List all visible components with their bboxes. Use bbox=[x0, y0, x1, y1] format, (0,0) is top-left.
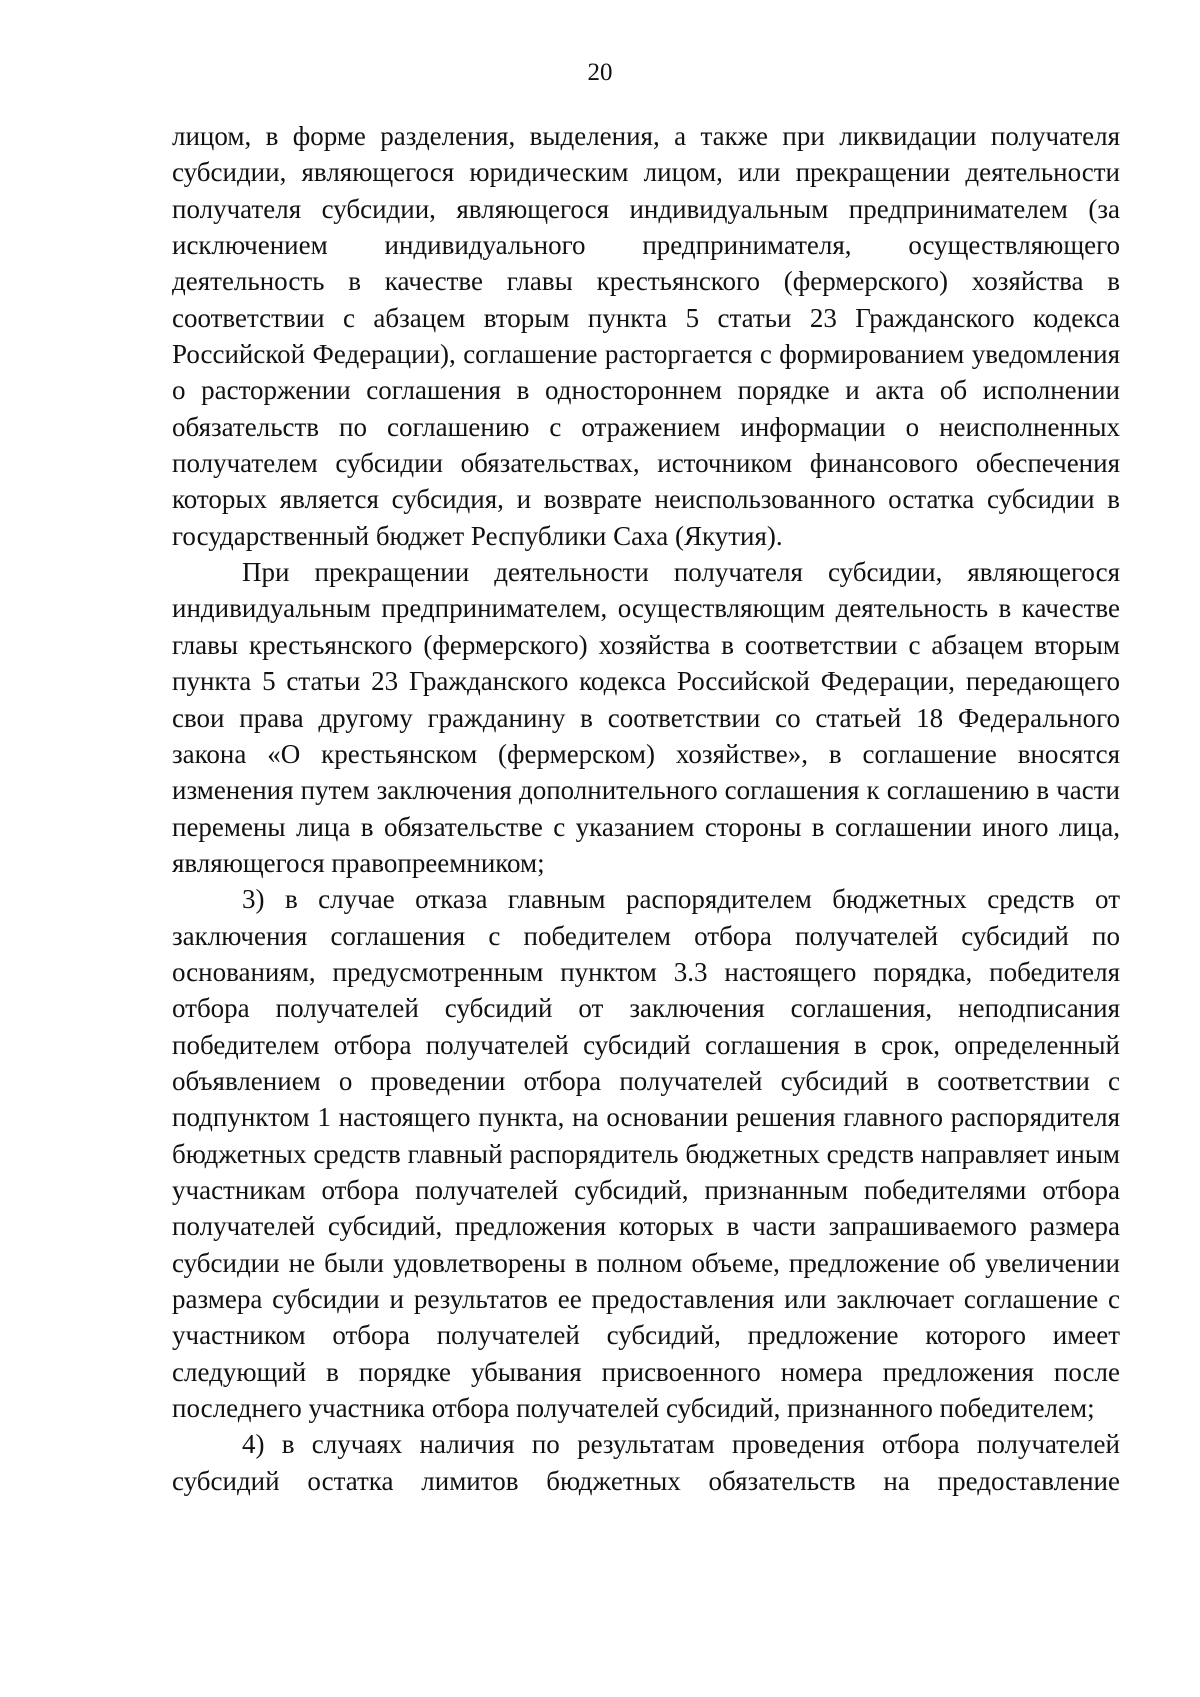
paragraph-peasant-farm-termination: При прекращении деятельности получателя субсидии, являющегося индивидуальным предпринимателем, осуществляющим деятельность в качестве главы крестьянского (фермерского) хозяйства в соответствии с абзацем вторым пункта 5 статьи 23 Гражданского кодекса Российской Федерации, передающего свои права другому гражданину в соответствии со статьей 18 Федерального закона «О крестьянском (фермерском) хозяйстве», в соглашение вносятся изменения путем заключения дополнительного соглашения к соглашению в части перемены лица в обязательстве с указанием стороны в соглашении иного лица, являющегося правопреемником; bbox=[172, 557, 1120, 878]
paragraph-item-3: 3) в случае отказа главным распорядителем бюджетных средств от заключения соглашения с победителем отбора получателей субсидий по основаниям, предусмотренным пунктом 3.3 настоящего порядка, победителя отбора получателей субсидий от заключения соглашения, неподписания победителем отбора получателей субсидий соглашения в срок, определенный объявлением о проведении отбора получателей субсидий в соответствии с подпунктом 1 настоящего пункта, на основании решения главного распорядителя бюджетных средств главный распорядитель бюджетных средств направляет иным участникам отбора получателей субсидий, признанным победителями отбора получателей субсидий, предложения которых в части запрашиваемого размера субсидии не были удовлетворены в полном объеме, предложение об увеличении размера субсидии и результатов ее предоставления или заключает соглашение с участником отбора получателей субсидий, предложение которого имеет следующий в порядке убывания присвоенного номера предложения после последнего участника отбора получателей субсидий, признанного победителем; bbox=[172, 884, 1120, 1424]
page-number: 20 bbox=[587, 59, 613, 86]
paragraph-item-4: 4) в случаях наличия по результатам проведения отбора получателей субсидий остатка лимитов бюджетных обязательств на предоставление bbox=[172, 1429, 1120, 1496]
paragraph-continuation: лицом, в форме разделения, выделения, а также при ликвидации получателя субсидии, являющегося юридическим лицом, или прекращении деятельности получателя субсидии, являющегося индивидуальным предпринимателем (за исключением индивидуального предпринимателя, осуществляющего деятельность в качестве главы крестьянского (фермерского) хозяйства в соответствии с абзацем вторым пункта 5 статьи 23 Гражданского кодекса Российской Федерации), соглашение расторгается с формированием уведомления о расторжении соглашения в одностороннем порядке и акта об исполнении обязательств по соглашению с отражением информации о неисполненных получателем субсидии обязательствах, источником финансового обеспечения которых является субсидия, и возврате неиспользованного остатка субсидии в государственный бюджет Республики Саха (Якутия). bbox=[172, 121, 1120, 551]
document-body bbox=[172, 118, 1120, 1499]
